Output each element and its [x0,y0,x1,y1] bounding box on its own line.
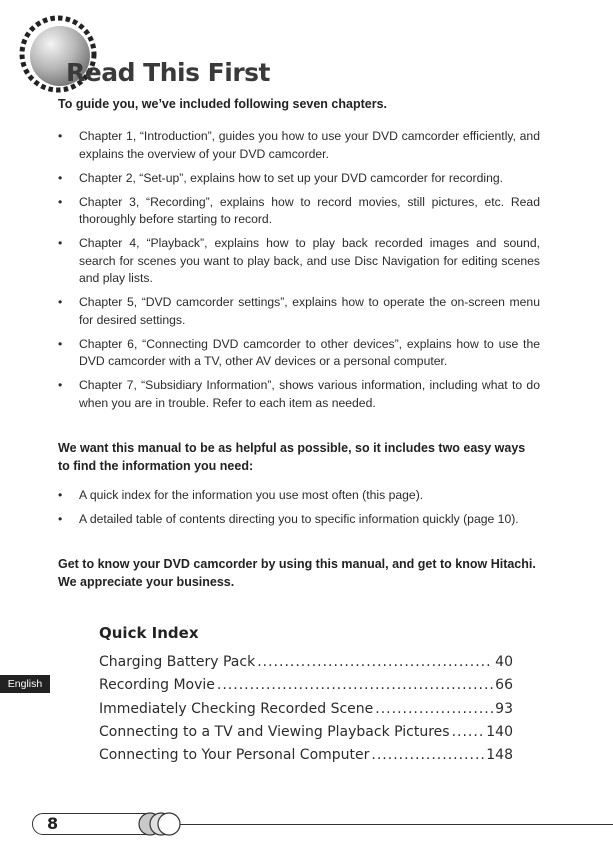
dot-leader [217,677,493,693]
guide-list [58,487,540,535]
footer-rule [166,824,613,825]
list-item: • A detailed table of contents directing you to specific information quickly (page 10). [58,511,540,529]
entry-page: 66 [495,677,513,694]
page-title: Read This First [66,58,270,87]
quick-index-entry[interactable] [99,724,513,747]
list-item: • Chapter 6, “Connecting DVD camcorder to other devices”, explains how to use the DVD camcorder with a TV, other AV devices or a personal computer. [58,336,540,371]
entry-label: Charging Battery Pack [99,654,256,670]
chapter-list [58,128,540,419]
list-item: • Chapter 3, “Recording”, explains how to record movies, still pictures, etc. Read thoroughly before starting to record. [58,194,540,229]
entry-page: 148 [486,747,513,764]
entry-label: Recording Movie [99,677,215,694]
language-tab: English [0,675,50,693]
quick-index-entry[interactable] [99,677,513,700]
list-item: • Chapter 1, “Introduction”, guides you how to use your DVD camcorder efficiently, and explains the overview of your DVD camcorder. [58,128,540,163]
quick-index-list [99,654,513,770]
intro-text: To guide you, we’ve included following seven chapters. [58,97,387,111]
footer-circles-icon [136,811,182,837]
dot-leader [452,724,485,740]
list-item: • Chapter 7, “Subsidiary Information”, shows various information, including what to do when you are in trouble. Refer to each item as needed. [58,377,540,412]
help-paragraph: We want this manual to be as helpful as possible, so it includes two easy ways to find the information you need: [58,441,526,473]
list-item: • Chapter 2, “Set-up”, explains how to set up your DVD camcorder for recording. [58,170,540,188]
dot-leader [257,654,493,670]
dot-leader [371,747,484,763]
entry-label: Connecting to Your Personal Computer [99,747,370,764]
list-item: • Chapter 4, “Playback”, explains how to play back recorded images and sound, search for scenes you want to play back, and use Disc Navigation for editing scenes and play lists. [58,235,540,288]
entry-label: Immediately Checking Recorded Scene [99,700,374,717]
quick-index-heading: Quick Index [99,624,199,642]
entry-page: 93 [495,700,513,717]
closing-paragraph: Get to know your DVD camcorder by using this manual, and get to know Hitachi. We appreciate your business. [58,557,536,589]
quick-index-entry[interactable] [99,747,513,770]
list-item: • Chapter 5, “DVD camcorder settings”, explains how to operate the on-screen menu for desired settings. [58,294,540,329]
entry-page: 40 [495,654,513,670]
quick-index-entry[interactable] [99,654,513,677]
page-number: 8 [47,814,59,833]
entry-page: 140 [486,723,513,740]
entry-label: Connecting to a TV and Viewing Playback Pictures [99,723,450,740]
list-item: • A quick index for the information you use most often (this page). [58,487,540,505]
quick-index-entry[interactable] [99,701,513,724]
dot-leader [375,701,493,717]
